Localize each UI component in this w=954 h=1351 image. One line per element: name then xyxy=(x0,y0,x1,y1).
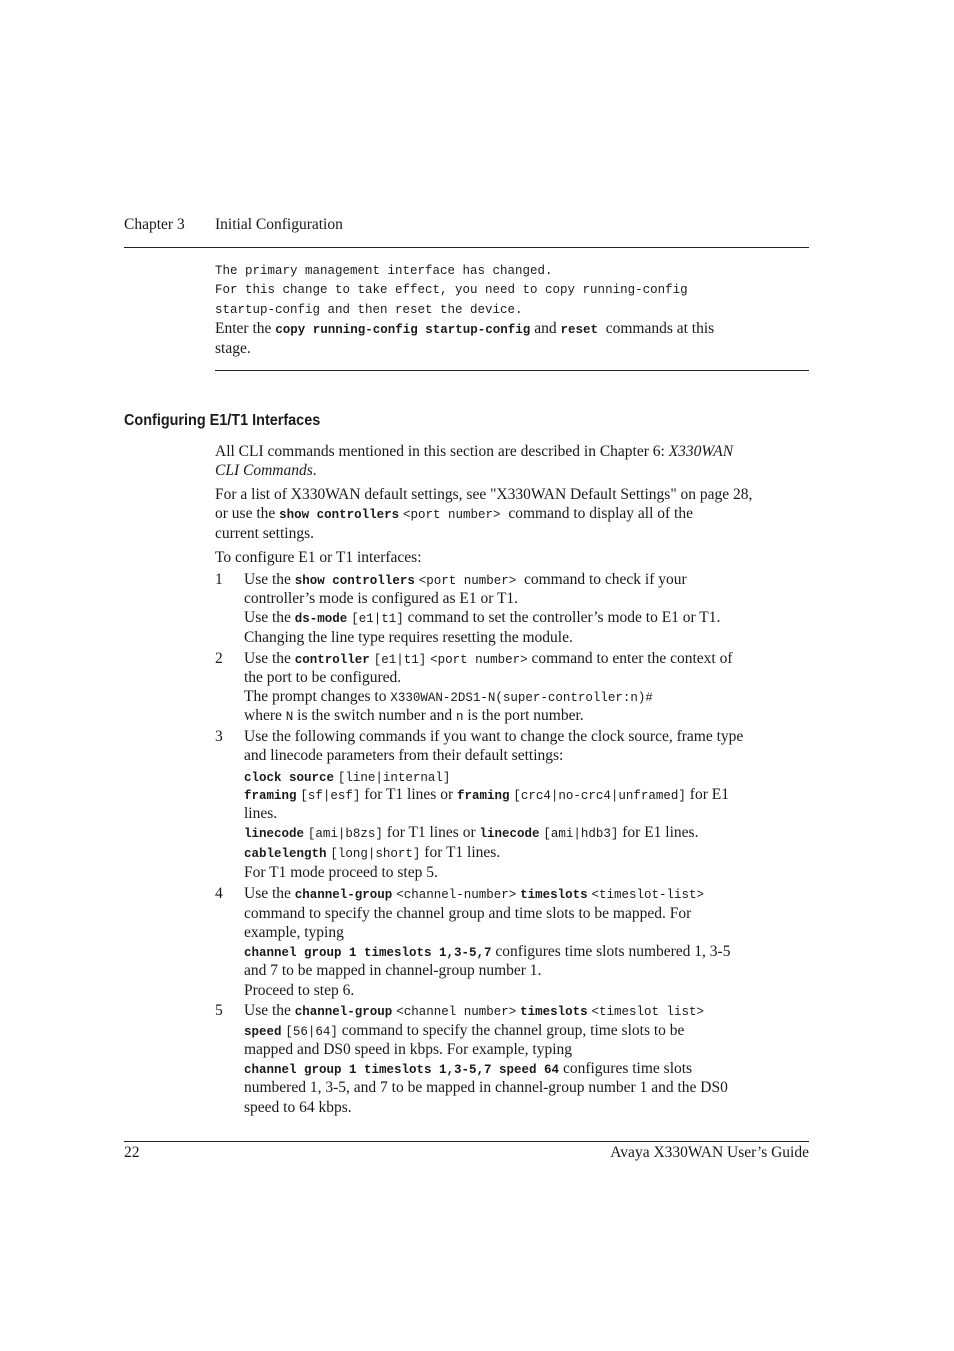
step-line: The prompt changes to X330WAN-2DS1-N(super-controller:n)# xyxy=(244,688,653,705)
step-line: controller’s mode is configured as E1 or T1. xyxy=(244,590,519,607)
paragraph: To configure E1 or T1 interfaces: xyxy=(215,549,422,566)
step-line: where N is the switch number and n is the port number. xyxy=(244,707,584,724)
step-line: Use the controller [e1|t1] <port number> command to enter the context of xyxy=(244,650,733,667)
header-rule xyxy=(124,247,809,248)
step-number: 3 xyxy=(215,728,223,745)
step-line: and 7 to be mapped in channel-group number 1. xyxy=(244,962,542,979)
step-line: Use the channel-group <channel number> timeslots <timeslot list> xyxy=(244,1002,705,1019)
copy-command: copy running-config startup-config xyxy=(275,323,531,337)
step-line: Changing the line type requires resetting the module. xyxy=(244,629,573,646)
step-line: Use the ds-mode [e1|t1] command to set the controller’s mode to E1 or T1. xyxy=(244,609,721,626)
note-instruction: Enter the copy running-config startup-config and reset commands at this xyxy=(215,320,715,337)
step-number: 5 xyxy=(215,1002,223,1019)
cablelength-command: cablelength [long|short] for T1 lines. xyxy=(244,844,501,861)
paragraph: CLI Commands. xyxy=(215,462,317,479)
example-command: channel group 1 timeslots 1,3-5,7 speed 64 configures time slots xyxy=(244,1060,693,1077)
paragraph: current settings. xyxy=(215,525,315,542)
step-line: Use the channel-group <channel-number> timeslots <timeslot-list> xyxy=(244,885,705,902)
step-line: the port to be configured. xyxy=(244,669,402,686)
linecode-command: linecode [ami|b8zs] for T1 lines or linecode [ami|hdb3] for E1 lines. xyxy=(244,824,699,841)
header-title: Initial Configuration xyxy=(215,216,343,233)
note-code-line: startup-config and then reset the device. xyxy=(215,303,523,317)
step-line: For T1 mode proceed to step 5. xyxy=(244,864,438,881)
note-code-line: For this change to take effect, you need to copy running-config xyxy=(215,283,688,297)
note-instruction-end: stage. xyxy=(215,340,251,357)
reset-command: reset xyxy=(560,323,598,337)
step-line: speed to 64 kbps. xyxy=(244,1099,352,1116)
step-line: example, typing xyxy=(244,924,344,941)
note-code-line: The primary management interface has changed. xyxy=(215,264,553,278)
step-line: Use the show controllers <port number> command to check if your xyxy=(244,571,687,588)
framing-command: framing [sf|esf] for T1 lines or framing [crc4|no-crc4|unframed] for E1 xyxy=(244,786,729,803)
step-line: numbered 1, 3-5, and 7 to be mapped in channel-group number 1 and the DS0 xyxy=(244,1079,728,1096)
guide-title: Avaya X330WAN User’s Guide xyxy=(610,1144,809,1161)
paragraph: or use the show controllers <port number> command to display all of the xyxy=(215,505,693,522)
step-line: Use the following commands if you want to change the clock source, frame type xyxy=(244,728,744,745)
paragraph: All CLI commands mentioned in this section are described in Chapter 6: X330WAN xyxy=(215,443,734,460)
header-chapter: Chapter 3 xyxy=(124,216,185,233)
step-number: 4 xyxy=(215,885,223,902)
example-command: channel group 1 timeslots 1,3-5,7 configures time slots numbered 1, 3-5 xyxy=(244,943,731,960)
clock-source-command: clock source [line|internal] xyxy=(244,771,451,785)
step-number: 2 xyxy=(215,650,223,667)
footer-rule xyxy=(124,1141,809,1142)
step-line: speed [56|64] command to specify the channel group, time slots to be xyxy=(244,1022,685,1039)
section-heading: Configuring E1/T1 Interfaces xyxy=(124,412,321,429)
paragraph: For a list of X330WAN default settings, see "X330WAN Default Settings" on page 28, xyxy=(215,486,753,503)
step-line: and linecode parameters from their default settings: xyxy=(244,747,564,764)
page-number: 22 xyxy=(124,1144,140,1161)
step-line: command to specify the channel group and time slots to be mapped. For xyxy=(244,905,692,922)
step-line: Proceed to step 6. xyxy=(244,982,355,999)
step-line: lines. xyxy=(244,805,278,822)
step-line: mapped and DS0 speed in kbps. For example, typing xyxy=(244,1041,573,1058)
step-number: 1 xyxy=(215,571,223,588)
note-rule xyxy=(215,370,809,371)
